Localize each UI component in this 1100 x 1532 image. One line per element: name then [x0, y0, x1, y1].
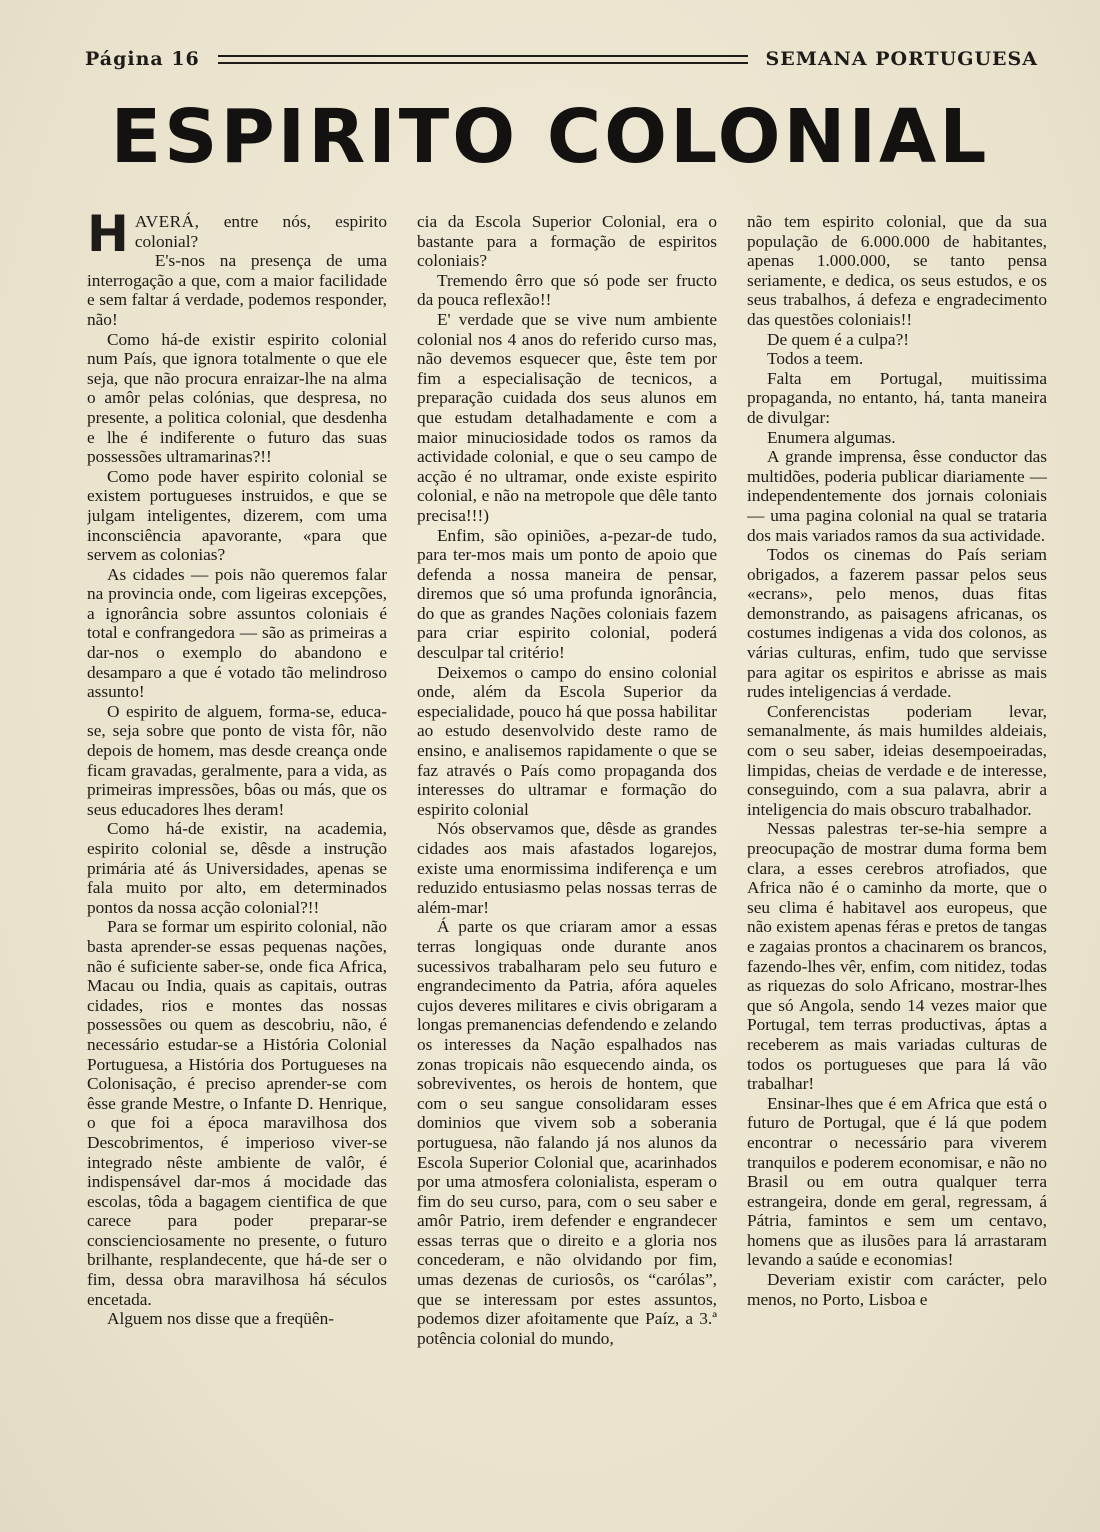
paragraph: Falta em Portugal, muitissima propaganda, no entanto, há, tanta maneira de divulgar:: [747, 368, 1047, 427]
paragraph: A grande imprensa, êsse conductor das multidões, poderia publicar diariamente — independentemente dos jornais coloniais — uma pagina colonial na qual se trataria dos mais variados ramos da sua actividade.: [747, 447, 1047, 545]
column-1: [87, 212, 387, 1512]
paragraph: E' verdade que se vive num ambiente colonial nos 4 anos do referido curso mas, não devemos esquecer que, êste tem por fim a especialisação de tecnicos, a preparação cuidada dos seus alunos em que estudam detalhadamente e com a maior minuciosidade todos os ramos da actividade colonial, e que o seu campo de acção é no ultramar, onde existe espirito colonial, e não na metropole que dêle tanto precisa!!!): [417, 309, 717, 525]
paragraph: não tem espirito colonial, que da sua população de 6.000.000 de habitantes, apenas 1.000.000, se tanto pensa seriamente, e dedica, os seus estudos, e os seus trabalhos, á defeza e engradecimento das questões coloniais!!: [747, 212, 1047, 329]
paragraph: Todos a teem.: [767, 349, 864, 369]
paragraph: Como há-de existir espirito colonial num País, que ignora totalmente o que ele seja, que não procura enraizar-lhe na alma o amôr pelas colónias, que despresa, no presente, a politica colonial, que desdenha e lhe é indiferente o futuro das suas possessões ultramarinas?!!: [87, 329, 387, 467]
paragraph: Nessas palestras ter-se-hia sempre a preocupação de mostrar duma forma bem clara, a esses cerebros atrofiados, que Africa não é o caminho da morte, que o seu clima é habitavel aos europeus, que não existem apenas féras e pretos de tangas e zagaias prontos a chacinarem os brancos, fazendo-lhes vêr, enfim, com nitidez, todas as riquezas do solo Africano, mostrar-lhes que só Angola, sendo 14 vezes maior que Portugal, tem terras productivas, áptas a receberem as mais variadas culturas de todos os portugueses que para lá vão trabalhar!: [747, 819, 1047, 1094]
column-2: [417, 212, 717, 1512]
paragraph: Todos os cinemas do País seriam obrigados, a fazerem passar pelos seus «ecrans», pelo menos, duas fitas demonstrando, as paisagens africanas, os costumes indigenas a vida dos colonos, as várias culturas, enfim, tudo que servisse para agitar os espiritos e abrisse as mais rudes inteligencias á verdade.: [747, 545, 1047, 702]
paragraph: As cidades — pois não queremos falar na provincia onde, com ligeiras excepções, a ignorância sobre assuntos coloniais é total e confrangedora — são as primeiras a dar-nos o exemplo do abandono e desamparo a que é votado tão melindroso assunto!: [87, 564, 387, 702]
paragraph: Deixemos o campo do ensino colonial onde, além da Escola Superior da especialidade, pouco há que possa habilitar ao estudo desenvolvido deste ramo de ensino, e analisemos rapidamente o que se faz através o País como propaganda dos interesses do ultramar e formação do espirito colonial: [417, 662, 717, 819]
paragraph: Conferencistas poderiam levar, semanalmente, ás mais humildes aldeiais, com o seu saber, ideias desempoeiradas, limpidas, cheias de verdade e de interesse, conseguindo, com a sua palavra, abrir a inteligencia do mais obscuro trabalhador.: [747, 701, 1047, 819]
paragraph: cia da Escola Superior Colonial, era o bastante para a formação de espiritos coloniais?: [417, 212, 717, 271]
paragraph: Tremendo êrro que só pode ser fructo da pouca reflexão!!: [417, 270, 717, 310]
paragraph: Ensinar-lhes que é em Africa que está o futuro de Portugal, que é lá que podem encontrar o necessário para viverem tranquilos e poderem economisar, e não no Brasil ou em outra qualquer terra estrangeira, donde em geral, regressam, á Pátria, famintos e sem um centavo, homens que as ilusões para lá arrastaram levando a saúde e economias!: [747, 1093, 1047, 1270]
lead-word: AVERÁ,: [134, 212, 200, 231]
paragraph: Alguem nos disse que a freqüên-: [107, 1309, 334, 1329]
page-header: [85, 44, 1038, 74]
paragraph: Enumera algumas.: [767, 427, 896, 447]
paragraph: Á parte os que criaram amor a essas terras longiquas onde durante anos sucessivos trabalharam pelo seu futuro e engrandecimento da Patria, afóra aqueles cujos deveres militares e civis obrigaram a longas premanencias defendendo e zelando os interesses da Nação espalhados nas zonas tropicais não esquecendo ainda, os sobreviventes, os herois de hontem, que com o seu sangue consolidaram esses dominios que vivem sob a soberania portuguesa, não falando já nos alunos da Escola Superior Colonial que, acarinhados por uma atmosfera colonialista, esperam o fim do seu curso, para, com o seu saber e amôr Patrio, irem defender e engrandecer essas terras que o direito e a gloria nos concederam, e não olvidando por fim, umas dezenas de curiosôs, os “carólas”, que se interessam por estes assuntos, podemos dizer afoitamente que Paíz, a 3.ª potência colonial do mundo,: [417, 917, 717, 1348]
publication-name: SEMANA PORTUGUESA: [765, 48, 1038, 70]
paragraph: O espirito de alguem, forma-se, educa-se, seja sobre que ponto de vista fôr, não depois de homem, mas desde creança onde ficam gravadas, geralmente, para a vida, as primeiras impressões, bôas ou más, que os seus educadores lhes deram!: [87, 701, 387, 819]
paragraph: Como há-de existir, na academia, espirito colonial se, dêsde a instrução primária até ás Universidades, apenas se fala muito por alto, em determinados pontos da nossa acção colonial?!!: [87, 819, 387, 917]
paragraph: Deveriam existir com carácter, pelo menos, no Porto, Lisboa e: [747, 1270, 1047, 1309]
paragraph: Para se formar um espirito colonial, não basta aprender-se essas pequenas nações, não é suficiente saber-se, onde fica Africa, Macau ou India, quais as capitais, outras cidades, rios e montes das nossas possessões ou quem as descobriu, não, é necessário estudar-se a História Colonial Portuguesa, a História dos Portugueses na Colonisação, é preciso aprender-se com êsse grande Mestre, o Infante D. Henrique, o que foi a época maravilhosa dos Descobrimentos, é imperioso viver-se integrado nêste ambiente de valôr, é indispensável dar-mos á mocidade das escolas, tôda a bagagem cientifica de que carece para poder preparar-se conscienciosamente no presente, o futuro brilhante, resplandecente, que há-de ser o fim, dessa obra maravilhosa há séculos encetada.: [87, 917, 387, 1309]
paragraph: De quem é a culpa?!: [767, 329, 910, 349]
article-title: ESPIRITO COLONIAL: [110, 94, 990, 180]
paragraph: E's-nos na presença de uma interrogação a que, com a maior facilidade e sem faltar á verdade, podemos responder, não!: [87, 251, 387, 329]
header-rule: [218, 55, 748, 64]
article-body: [87, 212, 1047, 1512]
paragraph: Enfim, são opiniões, a-pezar-de tudo, para ter-mos mais um ponto de apoio que defenda a nossa maneira de pensar, diremos que só uma profunda ignorância, do que as grandes Nações coloniais fazem para criar espirito colonial, poderá desculpar tal critério!: [417, 525, 717, 663]
paragraph-text: entre nós, espirito colonial?: [134, 212, 387, 251]
paragraph: Como pode haver espirito colonial se existem portugueses instruidos, e que se julgam inteligentes, dizerem, com uma inconsciência apavorante, «para que servem as colonias?: [87, 466, 387, 565]
drop-cap: H: [87, 212, 129, 263]
column-3: [747, 212, 1047, 1512]
page-number: Página 16: [85, 48, 200, 70]
paragraph: Nós observamos que, dêsde as grandes cidades aos mais afastados logarejos, existe uma enormissima indiferença e um reduzido entusiasmo pelas nossas terras de além-mar!: [417, 819, 717, 917]
opening-paragraph: [87, 212, 387, 263]
